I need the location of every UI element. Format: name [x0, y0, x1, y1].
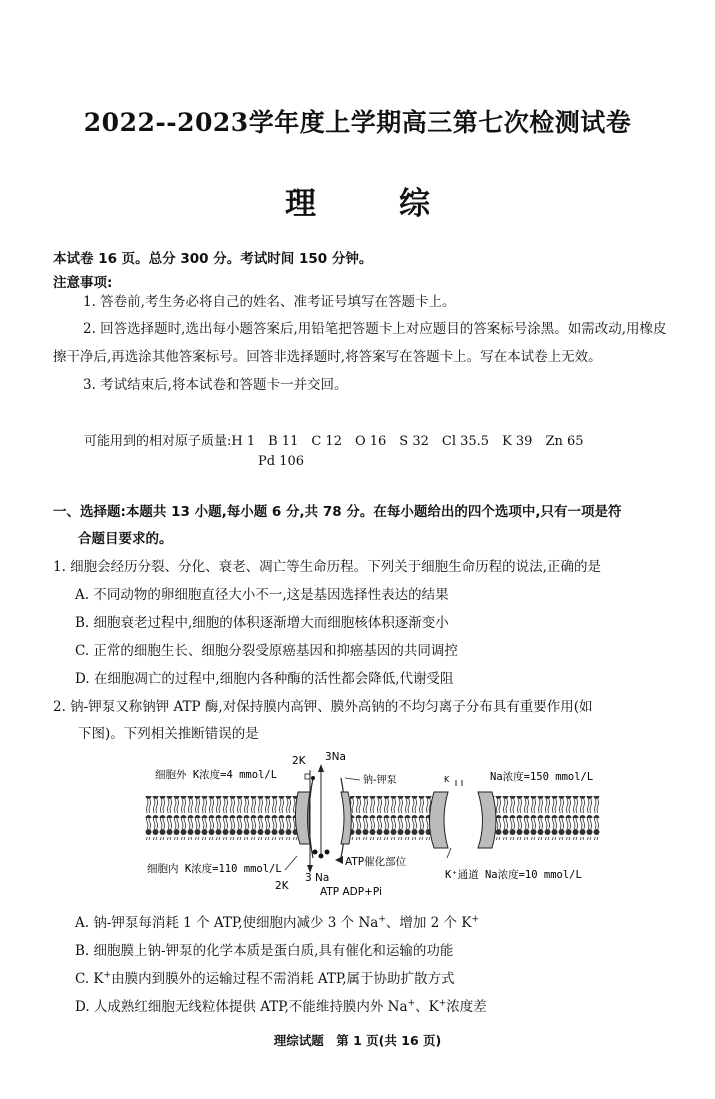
question-1-option-b: B. 细胞衰老过程中,细胞的体积逐渐增大而细胞核体积逐渐变小	[75, 615, 449, 631]
question-2-option-b: B. 细胞膜上钠-钾泵的化学本质是蛋白质,具有催化和运输的功能	[75, 943, 454, 959]
channel-k-symbol: K	[444, 775, 450, 784]
top-2k-label: 2K	[292, 755, 306, 767]
question-1-option-a: A. 不同动物的卵细胞直径大小不一,这是基因选择性表达的结果	[75, 587, 449, 603]
sodium-potassium-pump-diagram	[145, 748, 600, 898]
section-heading-line-2: 合题目要求的。	[78, 531, 173, 547]
bottom-2k-label: 2K	[275, 880, 289, 892]
atomic-masses-line-2: Pd 106	[258, 454, 305, 469]
k-channel-right	[478, 792, 496, 848]
pump-right-subunit	[341, 792, 351, 844]
inside-na-label: K⁺通道 Na浓度=10 mmol/L	[445, 869, 582, 881]
pump-left-subunit	[295, 792, 310, 844]
question-2-stem-line-2: 下图)。下列相关推断错误的是	[78, 726, 259, 742]
question-1-stem: 1. 细胞会经历分裂、分化、衰老、凋亡等生命历程。下列关于细胞生命历程的说法,正确的是	[53, 559, 601, 575]
bilayer-inner-mid	[350, 818, 432, 840]
section-heading-line-1: 一、选择题:本题共 13 小题,每小题 6 分,共 78 分。在每小题给出的四个选项中,只有一项是符	[53, 504, 622, 520]
pump-label: 钠-钾泵	[363, 775, 397, 786]
exam-title: 2022--2023学年度上学期高三第七次检测试卷	[83, 108, 632, 137]
question-2-stem-line-1: 2. 钠-钾泵又称钠钾 ATP 酶,对保持膜内高钾、膜外高钠的不均匀离子分布具有重要作用(如	[53, 699, 593, 715]
bilayer-inner-left	[145, 818, 305, 840]
pump-channel	[309, 778, 345, 858]
notice-item-1: 1. 答卷前,考生务必将自己的姓名、准考证号填写在答题卡上。	[83, 294, 456, 310]
atp-site-label: ATP催化部位	[345, 856, 407, 868]
bilayer-outer-right	[493, 796, 600, 818]
bilayer-outer-left	[145, 796, 305, 818]
notice-item-3: 3. 考试结束后,将本试卷和答题卡一并交回。	[83, 377, 348, 393]
notice-heading: 注意事项:	[53, 275, 113, 291]
outside-k-label: 细胞外 K浓度=4 mmol/L	[155, 769, 278, 781]
question-2-option-a: A. 钠-钾泵每消耗 1 个 ATP,使细胞内减少 3 个 Na+、增加 2 个 K+	[75, 914, 479, 931]
atp-adp-label: ATP ADP+Pi	[320, 886, 382, 898]
question-2-option-d: D. 人成熟红细胞无线粒体提供 ATP,不能维持膜内外 Na+、K+浓度差	[75, 998, 487, 1015]
question-1-option-d: D. 在细胞凋亡的过程中,细胞内各种酶的活性都会降低,代谢受阻	[75, 671, 454, 687]
notice-item-2: 2. 回答选择题时,选出每小题答案后,用铅笔把答题卡上对应题目的答案标号涂黑。如需改动,用橡皮擦干净后,再选涂其他答案标号。回答非选择题时,将答案写在答题卡上。写在本试卷上无效。	[53, 321, 667, 365]
top-3na-label: 3Na	[325, 751, 346, 763]
inside-k-label: 细胞内 K浓度=110 mmol/L	[147, 863, 282, 875]
exam-summary: 本试卷 16 页。总分 300 分。考试时间 150 分钟。	[53, 251, 373, 267]
k-channel-left	[430, 792, 449, 848]
bilayer-inner-right	[493, 818, 600, 840]
bottom-3na-label: 3 Na	[305, 872, 330, 884]
question-1-option-c: C. 正常的细胞生长、细胞分裂受原癌基因和抑癌基因的共同调控	[75, 643, 458, 659]
outside-na-label: Na浓度=150 mmol/L	[490, 771, 594, 783]
bilayer-outer-mid	[350, 796, 432, 818]
page-footer: 理综试题 第 1 页(共 16 页)	[273, 1033, 442, 1048]
atomic-masses-line-1: 可能用到的相对原子质量:H 1 B 11 C 12 O 16 S 32 Cl 35.5 K 39 Zn 65	[84, 434, 584, 449]
question-2-option-c: C. K+由膜内到膜外的运输过程不需消耗 ATP,属于协助扩散方式	[75, 970, 455, 987]
subject-title: 理 综	[285, 186, 456, 222]
